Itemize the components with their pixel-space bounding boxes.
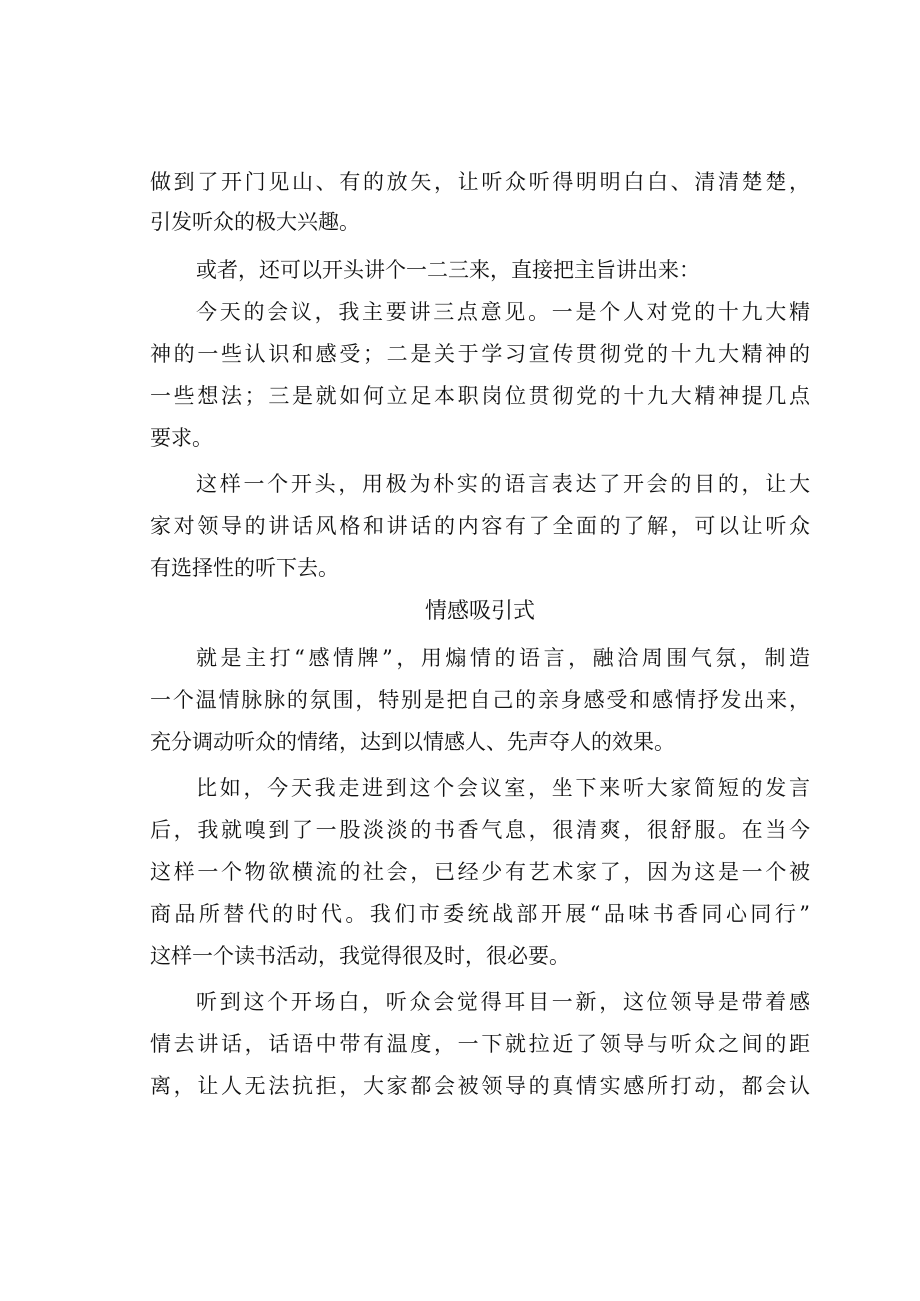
paragraph-7-line-2: 情去讲话，话语中带有温度，一下就拉近了领导与听众之间的距 [150, 1032, 810, 1056]
paragraph-5-line-1: 就是主打“感情牌”，用煽情的语言，融洽周围气氛，制造 [196, 646, 810, 670]
paragraph-2-line-1: 或者，还可以开头讲个一二三来，直接把主旨讲出来： [196, 258, 700, 282]
paragraph-5-line-2: 一个温情脉脉的氛围，特别是把自己的亲身感受和感情抒发出来， [150, 688, 810, 712]
paragraph-3-line-3: 一些想法；三是就如何立足本职岗位贯彻党的十九大精神提几点 [150, 384, 810, 408]
paragraph-6-line-4: 商品所替代的时代。我们市委统战部开展“品味书香同心同行” [150, 902, 810, 926]
paragraph-4-line-2: 家对领导的讲话风格和讲话的内容有了全面的了解，可以让听众 [150, 514, 810, 538]
section-heading: 情感吸引式 [424, 599, 535, 624]
paragraph-3-line-1: 今天的会议，我主要讲三点意见。一是个人对党的十九大精 [196, 300, 810, 324]
paragraph-6-line-2: 后，我就嗅到了一股淡淡的书香气息，很清爽，很舒服。在当今 [150, 818, 810, 842]
paragraph-4-line-3: 有选择性的听下去。 [150, 556, 339, 580]
paragraph-3-line-4: 要求。 [150, 426, 213, 450]
paragraph-3-line-2: 神的一些认识和感受；二是关于学习宣传贯彻党的十九大精神的 [150, 342, 810, 366]
paragraph-1-line-2: 引发听众的极大兴趣。 [150, 210, 360, 234]
paragraph-1-line-1: 做到了开门见山、有的放矢，让听众听得明明白白、清清楚楚， [150, 170, 810, 194]
paragraph-6-line-1: 比如，今天我走进到这个会议室，坐下来听大家简短的发言 [196, 776, 810, 800]
paragraph-7-line-3: 离，让人无法抗拒，大家都会被领导的真情实感所打动，都会认 [150, 1074, 810, 1098]
paragraph-5-line-3: 充分调动听众的情绪，达到以情感人、先声夺人的效果。 [150, 730, 675, 754]
paragraph-4-line-1: 这样一个开头，用极为朴实的语言表达了开会的目的，让大 [196, 472, 810, 496]
paragraph-6-line-3: 这样一个物欲横流的社会，已经少有艺术家了，因为这是一个被 [150, 860, 810, 884]
paragraph-6-line-5: 这样一个读书活动，我觉得很及时，很必要。 [150, 944, 570, 968]
paragraph-7-line-1: 听到这个开场白，听众会觉得耳目一新，这位领导是带着感 [196, 990, 810, 1014]
